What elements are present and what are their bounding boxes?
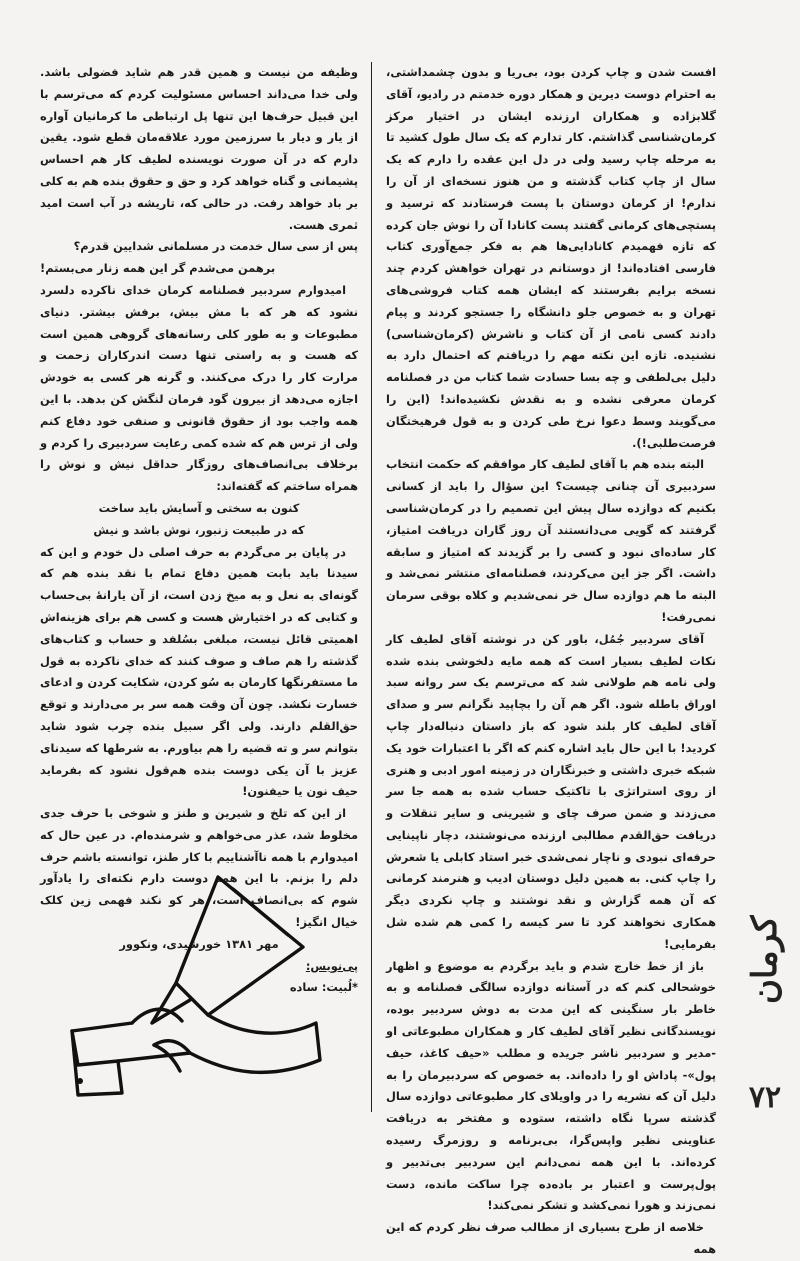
paragraph: باز از خط خارج شدم و باید برگردم به موضوع و اظهار خوشحالی کنم که در آستانه دوازده سالگی فصلنامه و به خاطر بار سنگینی که این مدت به دوش سردبیر بوده، نویسندگانی نظیر آقای لطیف کار و همکاران مطبوعاتی او -مدیر و سردبیر ناشر جریده و مطلب «حیف کاغذ، حیف پول»- پاداش او را داده‌اند. به خصوص که سردبیرمان را به دلیل آن که نشریه را در واویلای کار مطبوعاتی دوازده سال گذشته سرپا نگاه داشته، ستوده و مفتخر به دریافت عناوینی نظیر واپس‌گرا، بی‌برنامه و روزمرگ رسیده کرده‌اند. با این همه نمی‌دانم این سردبیر بی‌تدبیر و پول‌پرست و اعتبار بر باده‌ده چرا ساکت مانده، دست نمی‌زند و هورا نمی‌کشد و تشکر نمی‌کند! bbox=[386, 958, 716, 1213]
hand-writing-pen-icon bbox=[58, 855, 338, 1100]
poem-quote-line: کنون به سختی و آسایش باید ساخت bbox=[98, 500, 300, 515]
magazine-logo: کرمان bbox=[745, 915, 785, 1005]
footnote: *لُبیت: ساده bbox=[289, 980, 358, 995]
paragraph: خلاصه از طرح بسیاری از مطالب صرف نظر کردم که این همه bbox=[386, 1220, 716, 1257]
article-column-right bbox=[386, 62, 716, 1257]
paragraph: آقای سردبیر جُمُل، باور کن در نوشته آقای لطیف کار نکات لطیف بسیار است که همه مایه دلخوشی بنده شده ولی نامه هم طولانی شد که می‌ترسم یک سر روانه سبد اوراق باطله شود. اگر هم آن را بچاپید نگرانم سر و صدای آقای لطیف کار بلند شود که باز داستان دنباله‌دار چاپ کردید! با این حال باید اشاره کنم که اگر با اعتبارات خود یک شبکه خبری داشتی و خبرنگاران در زمینه امور ادبی و هنری از روی استراتژی با تاکتیک حساب شده به همه جا سر می‌زدند و ضمن صرف چای و شیرینی و سایر تنقلات و دریافت حق‌القدم مطالبی ارزنده می‌نوشتند، دچار ناپینایی حرفه‌ای نبودی و ناچار نمی‌شدی خبر استاد کابلی یا شعرش را چاپ کنی. به همین دلیل دوستان ادیب و هنرمند کرمانی که آن همه گزارش و نقد نوشتند و چاپ نکردی دیگر همکاری نخواهند کرد تا سر کیسه را کمی هم شده شل بفرمایی! bbox=[386, 631, 716, 951]
verse-line: برهمن می‌شدم گر این همه زنار می‌بستم! bbox=[40, 261, 276, 276]
paragraph: از این که تلخ و شیرین و طنز و شوخی با حرف جدی مخلوط شد، عذر می‌خواهم و شرمنده‌ام. در عین حال که امیدوارم با همه ناآشناییم با کار طنز، توانسته باشم حرف دلم را بزنم. با این همه دوست دارم نکته‌ای را یادآور شوم که بی‌انصاف است، هر کو نکند فهمی زین کلک خیال انگیز! bbox=[40, 806, 358, 930]
paragraph: افست شدن و چاپ کردن بود، بی‌ریا و بدون چشمداشتی، به احترام دوست دیرین و همکار دوره خدمتم در رادیو، آقای گلابزاده و همکاران ارزنده ایشان در اختیار مرکز کرمان‌شناسی گذاشتم. کار تدارم که یک سال طول کشید تا به مرحله چاپ رسید ولی در دل این عقده را دارم که یک سال از چاپ کتاب گذشته و من هنوز نسخه‌ای از آن را ندارم! از کرمان دوستان با پست فرستادند که ترسید و پستچی‌های کرمانی گفتند پست کانادا آن را نوش جان کرده که تازه فهمیدم کانادایی‌ها هم به فکر جمع‌آوری کتاب فارسی افتاده‌اند! از دوستانم در تهران خواهش کردم چند نسخه برایم بفرستند که ایشان همه کتاب فروشی‌های تهران و به خصوص جلو دانشگاه را جستجو کردند و پیام دادند کسی نامی از آن کتاب و ناشرش (کرمان‌شناسی) نشنیده. تازه این نکته مهم را دریافتم که احتمال دارد به دلیل بی‌لطفی و چه بسا حسادت شما کتاب من در فصلنامه کرمان معرفی نشده و به نقدش نکشیده‌اند! (این را می‌گویند وسط دعوا نرخ طی کردن و به قول فرهیختگان فرصت‌طلبی!). bbox=[386, 65, 716, 450]
verse-line: پس از سی سال خدمت در مسلمانی شدایین قدرم؟ bbox=[73, 239, 358, 254]
paragraph: در پایان بر می‌گردم به حرف اصلی دل خودم و این که سیدنا باید بابت همین دفاع تمام با نقد بنده هم که گونه‌ای به نعل و به میخ زدن است، از آن یارانهٔ بی‌حساب و کتابی که در اختیارش هست و کسی هم برای هزینه‌اش اهمیتی قائل نیست، مبلغی بسُلفد و حساب و کتاب‌های گذشته را هم صاف و صوف کنند که خدای ناکرده به قول ما مستفرنگها کارمان به سُو کردن، شکایت کردن و ادعای خسارت نکشد. چون آن وقت همه سر بر می‌دارند و توقع حق‌القلم دارند. ولی اگر سبیل بنده چرب شود شاید بتوانم سر و ته قضیه را هم بیاورم. به شرطها که سیدنای عزیز با آن یکی دوست بنده هم‌قول نشود که بفرماید حیف نون یا حیفنون! bbox=[40, 544, 358, 799]
paragraph: امیدوارم سردبیر فصلنامه کرمان خدای ناکرده دلسرد نشود که هر که با مش بیش، برفش بیشتر. دنیای مطبوعات و به طور کلی رسانه‌های گروهی همین است که هست و به راستی تنها دست اندرکاران زحمت و مرارت کار را درک می‌کنند. و گرنه هر کسی به خودش اجازه می‌دهد از بیرون گود فرمان لنگش کن بدهد. با این همه واجب بود از حقوق قانونی و صنفی خود دفاع کنم ولی از ترس هم که شده کمی رعایت سردبیری را کردم و برخلاف بی‌انصاف‌های روزگار حداقل نیش و نوش را همراه ساختم که گفته‌اند: bbox=[40, 282, 358, 494]
paragraph: البته بنده هم با آقای لطیف کار موافقم که حکمت انتخاب سردبیری آن چنانی چیست؟ این سؤال را باید از کسانی بکنیم که دوازده سال پیش این تصمیم را در کرمان‌شناسی گرفتند که گویی می‌دانستند آن روز گاران دریافت امتیاز، کار ساده‌ای نبود و کسی را بر گزیدند که امتیاز و سابقه داشت. اگر جز این می‌کردند، فصلنامه‌ای منتشر نمی‌شد و البته ما هم دوازده سال خر نمی‌شدیم و کلاه بوقی سرمان نمی‌رفت! bbox=[386, 457, 716, 624]
column-divider bbox=[371, 62, 372, 1112]
article-column-left bbox=[40, 62, 358, 995]
poem-quote-line: که در طبیعت زنبور، نوش باشد و نیش bbox=[93, 522, 305, 537]
paragraph: وظیفه من نیست و همین قدر هم شاید فضولی باشد. ولی خدا می‌داند احساس مسئولیت کردم که می‌ترسم با این قبیل حرف‌ها این تنها پل ارتباطی ما کرمانیان آواره از یار و دیار با سرزمین مورد علاقه‌مان قطع شود. یقین دارم که در آن صورت نویسنده لطیف کار هم احساس پشیمانی و گناه خواهد کرد و حق و حقوق بنده هم به کلی بر باد خواهد رفت. در حالی که، تاریشه در آب است امید ثمری هست. bbox=[40, 65, 358, 232]
footnotes-title: پی‌نویس: bbox=[305, 958, 358, 973]
page-number: ۷۲ bbox=[748, 1080, 782, 1115]
signature-date: مهر ۱۳۸۱ خورشیدی، ونکوور bbox=[119, 936, 279, 951]
